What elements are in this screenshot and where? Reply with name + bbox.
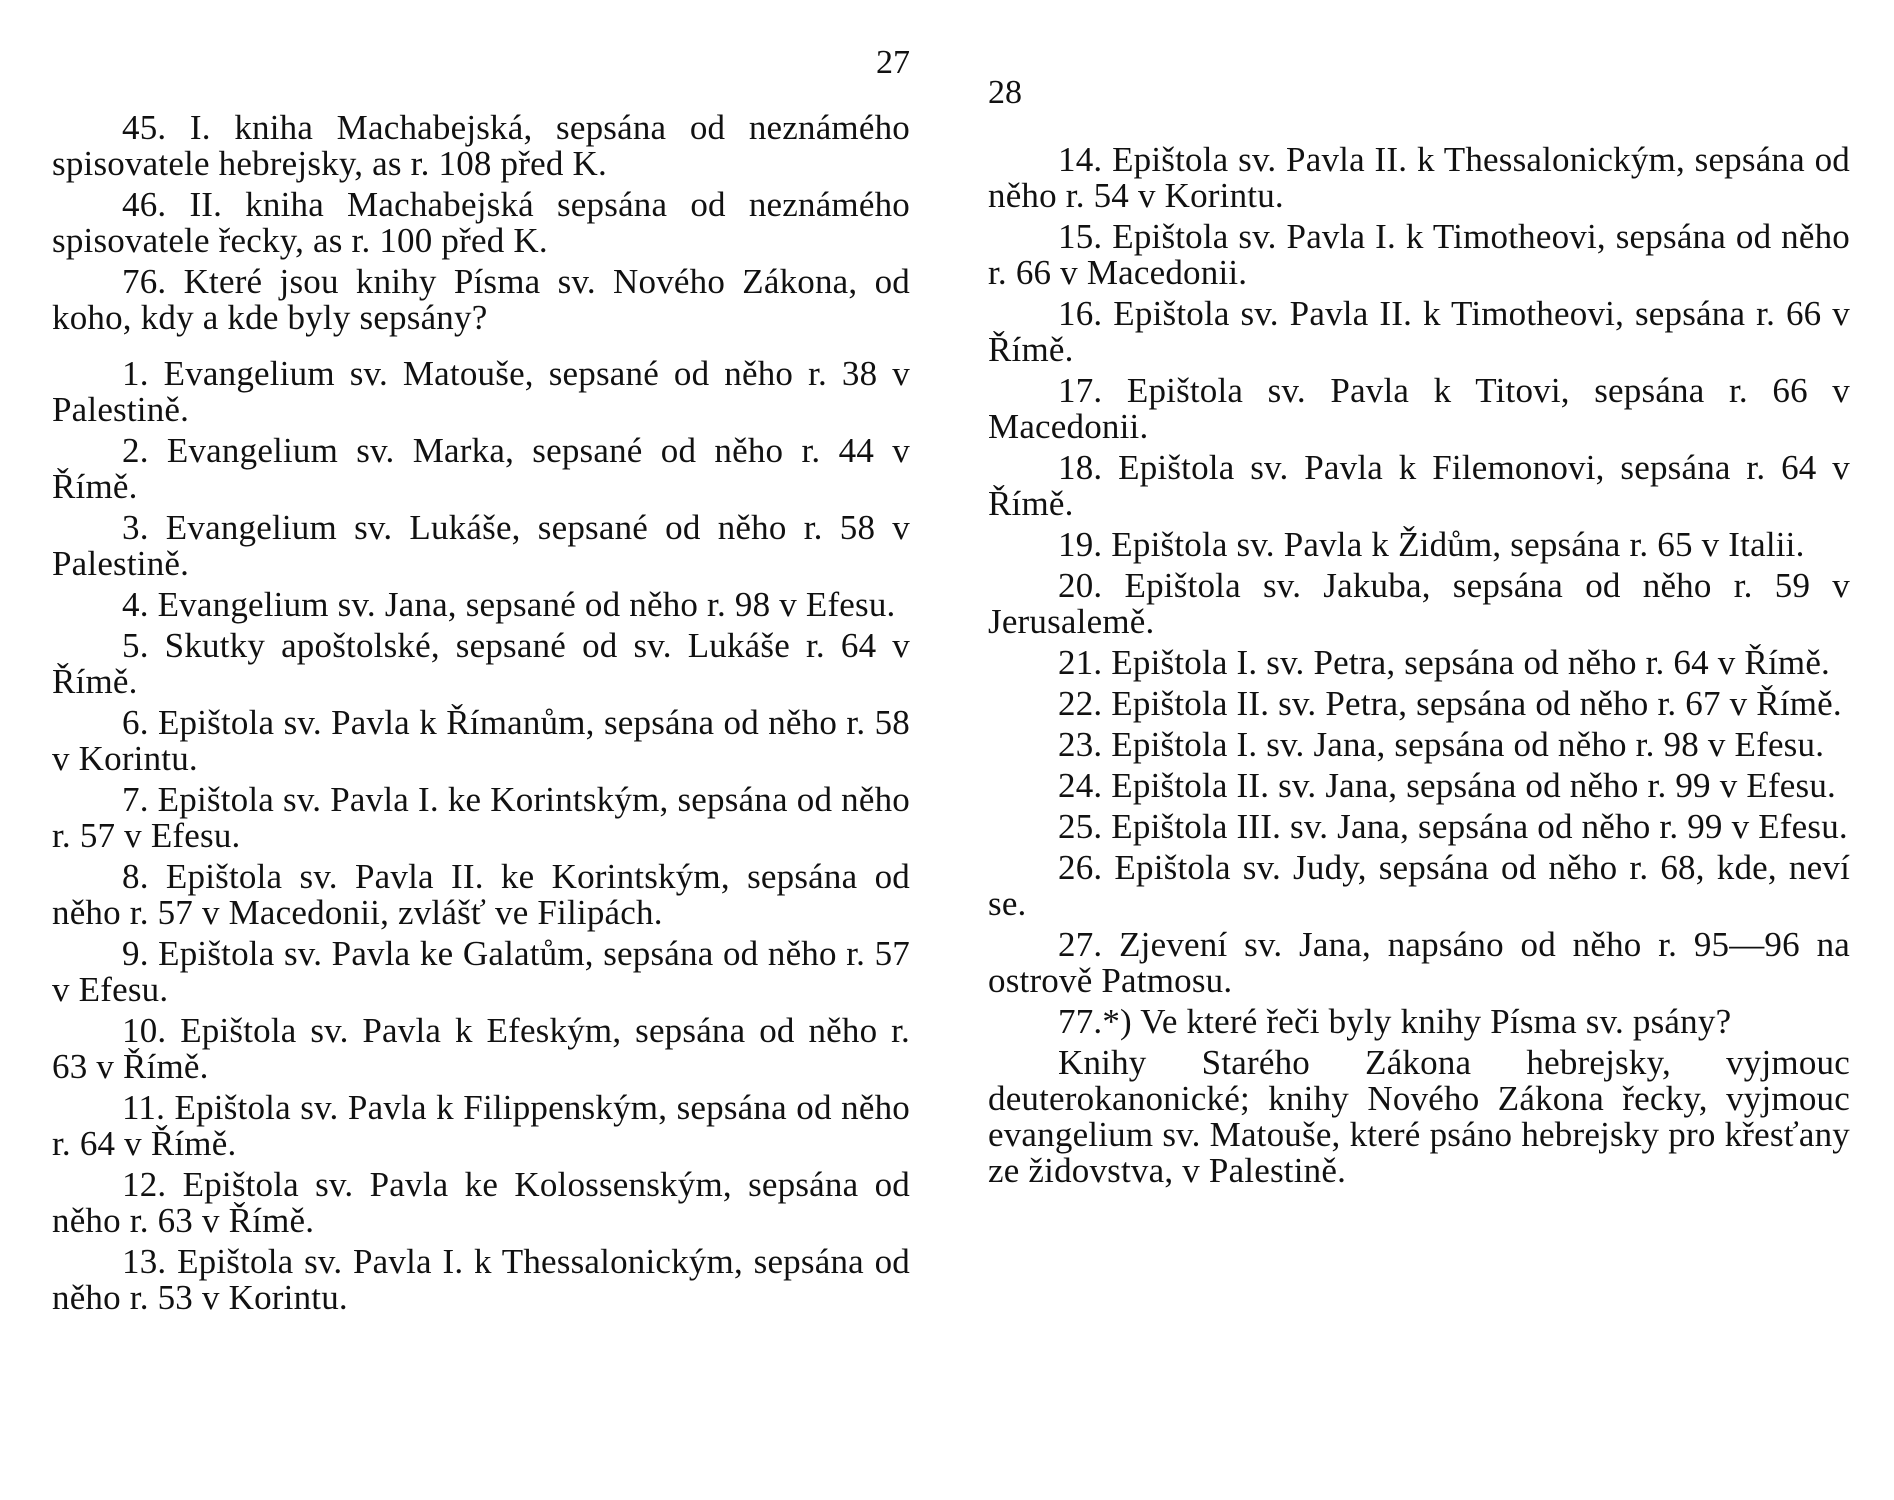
entry-6: 6. Epištola sv. Pavla k Římanům, sepsána od něho r. 58 v Korintu. [52,703,910,778]
question-77: 77.*) Ve které řeči byly knihy Písma sv. psány? [1058,1002,1732,1041]
entry-4: 4. Evangelium sv. Jana, sepsané od něho r. 98 v Efesu. [122,585,896,624]
entry-19: 19. Epištola sv. Pavla k Židům, sepsána r. 65 v Italii. [1058,525,1805,564]
entry-5: 5. Skutky apoštolské, sepsané od sv. Lukáše r. 64 v Římě. [52,626,910,701]
entry-24: 24. Epištola II. sv. Jana, sepsána od něho r. 99 v Efesu. [1058,766,1836,805]
page-number: 27 [876,44,910,81]
left-page [52,0,910,1500]
entry-45: 45. I. kniha Machabejská, sepsána od neznámého spisovatele hebrejsky, as r. 108 před K. [52,108,910,183]
entry-18: 18. Epištola sv. Pavla k Filemonovi, sepsána r. 64 v Římě. [988,448,1850,523]
right-page [988,0,1850,1500]
entry-3: 3. Evangelium sv. Lukáše, sepsané od něho r. 58 v Palestině. [52,508,910,583]
answer-77: Knihy Starého Zákona hebrejsky, vyjmouc deuterokanonické; knihy Nového Zákona řecky, vyjmouc evangelium sv. Matouše, které psáno hebrejsky pro křesťany ze židovstva, v Palestině. [988,1043,1850,1190]
entry-25: 25. Epištola III. sv. Jana, sepsána od něho r. 99 v Efesu. [1058,807,1848,846]
entry-14: 14. Epištola sv. Pavla II. k Thessalonickým, sepsána od něho r. 54 v Korintu. [988,140,1850,215]
entry-7: 7. Epištola sv. Pavla I. ke Korintským, sepsána od něho r. 57 v Efesu. [52,780,910,855]
entry-20: 20. Epištola sv. Jakuba, sepsána od něho r. 59 v Jerusalemě. [988,566,1850,641]
left-page-text [52,110,910,1321]
entry-27: 27. Zjevení sv. Jana, napsáno od něho r. 95—96 na ostrově Patmosu. [988,925,1850,1000]
entry-8: 8. Epištola sv. Pavla II. ke Korintským, sepsána od něho r. 57 v Macedonii, zvlášť ve Filipách. [52,857,910,932]
entry-16: 16. Epištola sv. Pavla II. k Timotheovi, sepsána r. 66 v Římě. [988,294,1850,369]
entry-21: 21. Epištola I. sv. Petra, sepsána od něho r. 64 v Římě. [1058,643,1831,682]
entry-23: 23. Epištola I. sv. Jana, sepsána od něho r. 98 v Efesu. [1058,725,1825,764]
entry-2: 2. Evangelium sv. Marka, sepsané od něho r. 44 v Římě. [52,431,910,506]
entry-12: 12. Epištola sv. Pavla ke Kolossenským, sepsána od něho r. 63 v Římě. [52,1165,910,1240]
entry-17: 17. Epištola sv. Pavla k Titovi, sepsána r. 66 v Macedonii. [988,371,1850,446]
entry-10: 10. Epištola sv. Pavla k Efeským, sepsána od něho r. 63 v Římě. [52,1011,910,1086]
entry-22: 22. Epištola II. sv. Petra, sepsána od něho r. 67 v Římě. [1058,684,1842,723]
entry-26: 26. Epištola sv. Judy, sepsána od něho r. 68, kde, neví se. [988,848,1850,923]
entry-46: 46. II. kniha Machabejská sepsána od neznámého spisovatele řecky, as r. 100 před K. [52,185,910,260]
entry-13: 13. Epištola sv. Pavla I. k Thessalonickým, sepsána od něho r. 53 v Korintu. [52,1242,910,1317]
right-page-text [988,142,1850,1194]
entry-9: 9. Epištola sv. Pavla ke Galatům, sepsána od něho r. 57 v Efesu. [52,934,910,1009]
question-76: 76. Které jsou knihy Písma sv. Nového Zákona, od koho, kdy a kde byly sepsány? [52,262,910,337]
page-number: 28 [988,74,1022,111]
entry-15: 15. Epištola sv. Pavla I. k Timotheovi, sepsána od něho r. 66 v Macedonii. [988,217,1850,292]
entry-1: 1. Evangelium sv. Matouše, sepsané od něho r. 38 v Palestině. [52,354,910,429]
entry-11: 11. Epištola sv. Pavla k Filippenským, sepsána od něho r. 64 v Římě. [52,1088,910,1163]
